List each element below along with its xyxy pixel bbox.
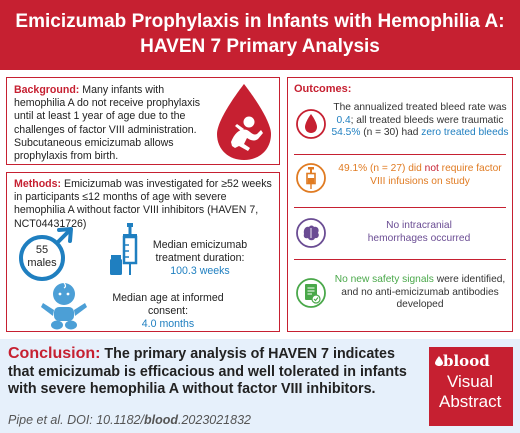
citation-b: blood: [143, 413, 178, 427]
background-label: Background:: [14, 84, 80, 96]
o1-text-b: ; all treated bleeds were traumatic: [350, 114, 504, 126]
outcome-factor-viii: [330, 163, 510, 188]
o2-text-b: require factor VIII infusions on study: [370, 163, 502, 187]
o1-rate: 0.4: [336, 114, 351, 126]
o4-green: No new safety signals: [334, 274, 434, 285]
citation: [8, 413, 251, 427]
visual-abstract-badge: [429, 347, 513, 426]
citation-c: .2023021832: [177, 413, 251, 427]
methods-text: [14, 178, 276, 231]
document-icon: [296, 277, 326, 309]
outcome-divider: [294, 154, 506, 155]
outcome-divider: [294, 207, 506, 208]
outcome-safety: [330, 274, 510, 312]
males-count: 55: [35, 244, 49, 256]
badge-line-2: Abstract: [439, 392, 502, 411]
o2-not: not: [424, 163, 439, 174]
o2-text-a: (n = 27) did: [367, 163, 425, 174]
brain-icon: [296, 217, 326, 249]
duration-label: Median emicizumab treatment duration:: [152, 239, 248, 264]
methods-label: Methods:: [14, 178, 62, 190]
drop-logo-icon: [435, 356, 443, 366]
conclusion-body: The primary analysis of HAVEN 7 indicates that emicizumab is efficacious and well tolerated in infants with severe hemophilia A without factor VIII inhibitors.: [8, 346, 407, 398]
males-stat: [21, 244, 63, 270]
conclusion-label: Conclusion:: [8, 345, 101, 362]
methods-body: Emicizumab was investigated for ≥52 weeks in participants ≤12 months of age with severe hemophilia A without factor VIII inhibitors (HAVEN 7, NCT04431726): [14, 178, 272, 230]
outcome-divider: [294, 259, 506, 260]
background-panel: [6, 77, 280, 165]
background-text: [14, 84, 206, 163]
duration-stat: [135, 239, 265, 278]
title-line-2: HAVEN 7 Primary Analysis: [140, 36, 380, 57]
citation-a: Pipe et al. DOI: 10.1182/: [8, 413, 144, 427]
o3-text-a: No intracranial: [386, 220, 452, 231]
background-body: Many infants with hemophilia A do not receive prophylaxis until at least 1 year of age due to the challenges of factor VIII administration. Subcutaneous emicizumab allows prophylaxis from birth.: [14, 84, 201, 163]
outcome-intracranial: [334, 220, 504, 245]
outcomes-title: Outcomes:: [294, 83, 352, 95]
age-value: 4.0 months: [141, 318, 195, 330]
age-stat: [103, 292, 233, 331]
o1-text-c: (n = 30) had: [360, 127, 422, 139]
o1-zero: zero treated bleeds: [421, 127, 509, 139]
title-line-1: Emicizumab Prophylaxis in Infants with Hemophilia A:: [15, 11, 505, 32]
o3-text-b: hemorrhages occurred: [367, 232, 471, 244]
age-label: Median age at informed consent:: [112, 292, 224, 317]
blood-brand: blood: [443, 352, 490, 370]
baby-icon: [37, 281, 91, 331]
blood-drop-icon: [296, 108, 326, 140]
duration-value: 100.3 weeks: [170, 265, 230, 277]
methods-panel: [6, 172, 280, 332]
badge-line-1: Visual: [447, 372, 493, 391]
syringe-icon: [296, 162, 326, 194]
males-label: males: [27, 257, 57, 269]
conclusion-text: [8, 345, 423, 399]
outcome-bleed-rate: [330, 102, 510, 140]
o1-text-a: The annualized treated bleed rate was: [333, 102, 507, 113]
o2-pct: 49.1%: [338, 163, 368, 174]
page-title: [0, 0, 520, 70]
o1-pct: 54.5%: [331, 127, 361, 139]
o4-text-b: were identified, and no anti-emicizumab antibodies developed: [341, 274, 506, 311]
blood-drop-infant-icon: [211, 82, 277, 162]
outcomes-panel: [287, 77, 513, 332]
